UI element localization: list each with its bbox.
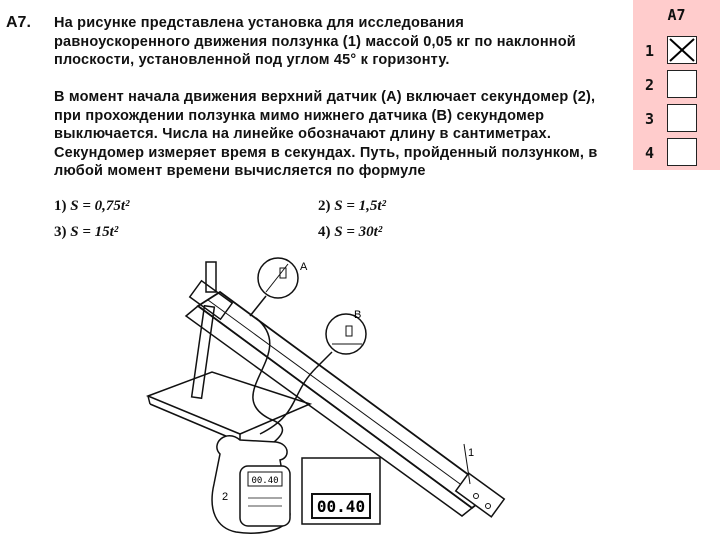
option-3-number: 3)	[54, 224, 67, 240]
question-paragraph-1: На рисунке представлена установка для исследования равноускоренного движения ползунка (1) массой 0,05 кг по наклонной плоскости, установленной под углом 45° к горизонту.	[54, 15, 576, 68]
option-2	[318, 198, 386, 215]
sensor-a	[258, 258, 298, 298]
question-number: А7.	[6, 14, 31, 31]
option-3-formula: S = 15t²	[70, 224, 119, 240]
option-4-formula: S = 30t²	[334, 224, 383, 240]
answer-checkbox-4[interactable]	[667, 138, 697, 166]
answer-row-3	[645, 104, 715, 132]
answer-checkbox-2[interactable]	[667, 70, 697, 98]
answer-row-1	[645, 36, 715, 64]
answer-label-4: 4	[645, 144, 655, 162]
answer-label-1: 1	[645, 42, 655, 60]
option-3	[54, 224, 118, 241]
sensor-a-label: А	[300, 261, 308, 273]
answer-checkbox-3[interactable]	[667, 104, 697, 132]
option-2-formula: S = 1,5t²	[334, 198, 387, 214]
cross-mark-icon	[668, 37, 696, 63]
option-2-number: 2)	[318, 198, 331, 214]
answer-row-2	[645, 70, 715, 98]
table-surface	[148, 372, 310, 434]
answer-panel-title: А7	[667, 6, 686, 24]
answer-label-2: 2	[645, 76, 655, 94]
timer-label: 2	[222, 491, 229, 503]
option-4	[318, 224, 382, 241]
answer-row-4	[645, 138, 715, 166]
option-1-number: 1)	[54, 198, 67, 214]
answer-label-3: 3	[645, 110, 655, 128]
timer-large-display: 00.40	[316, 497, 366, 516]
answer-checkbox-1[interactable]	[667, 36, 697, 64]
option-1	[54, 198, 130, 215]
option-1-formula: S = 0,75t²	[70, 198, 130, 214]
stand-post	[192, 306, 215, 398]
question-paragraph-2: В момент начала движения верхний датчик (А) включает секундомер (2), при прохождении ползунка мимо нижнего датчика (В) секундомер выключается. Числа на линейке обозначают длину в сантиметрах. Секундомер измеряет время в секундах. Путь, пройденный ползунком, в любой момент времени вычисляется по формуле	[54, 89, 598, 179]
answer-panel	[633, 0, 720, 170]
option-4-number: 4)	[318, 224, 331, 240]
experiment-figure	[140, 244, 520, 540]
sensor-b-label: В	[354, 309, 362, 321]
slider-block	[456, 473, 505, 517]
timer-small-display: 00.40	[251, 476, 279, 486]
slider-label: 1	[468, 447, 475, 459]
